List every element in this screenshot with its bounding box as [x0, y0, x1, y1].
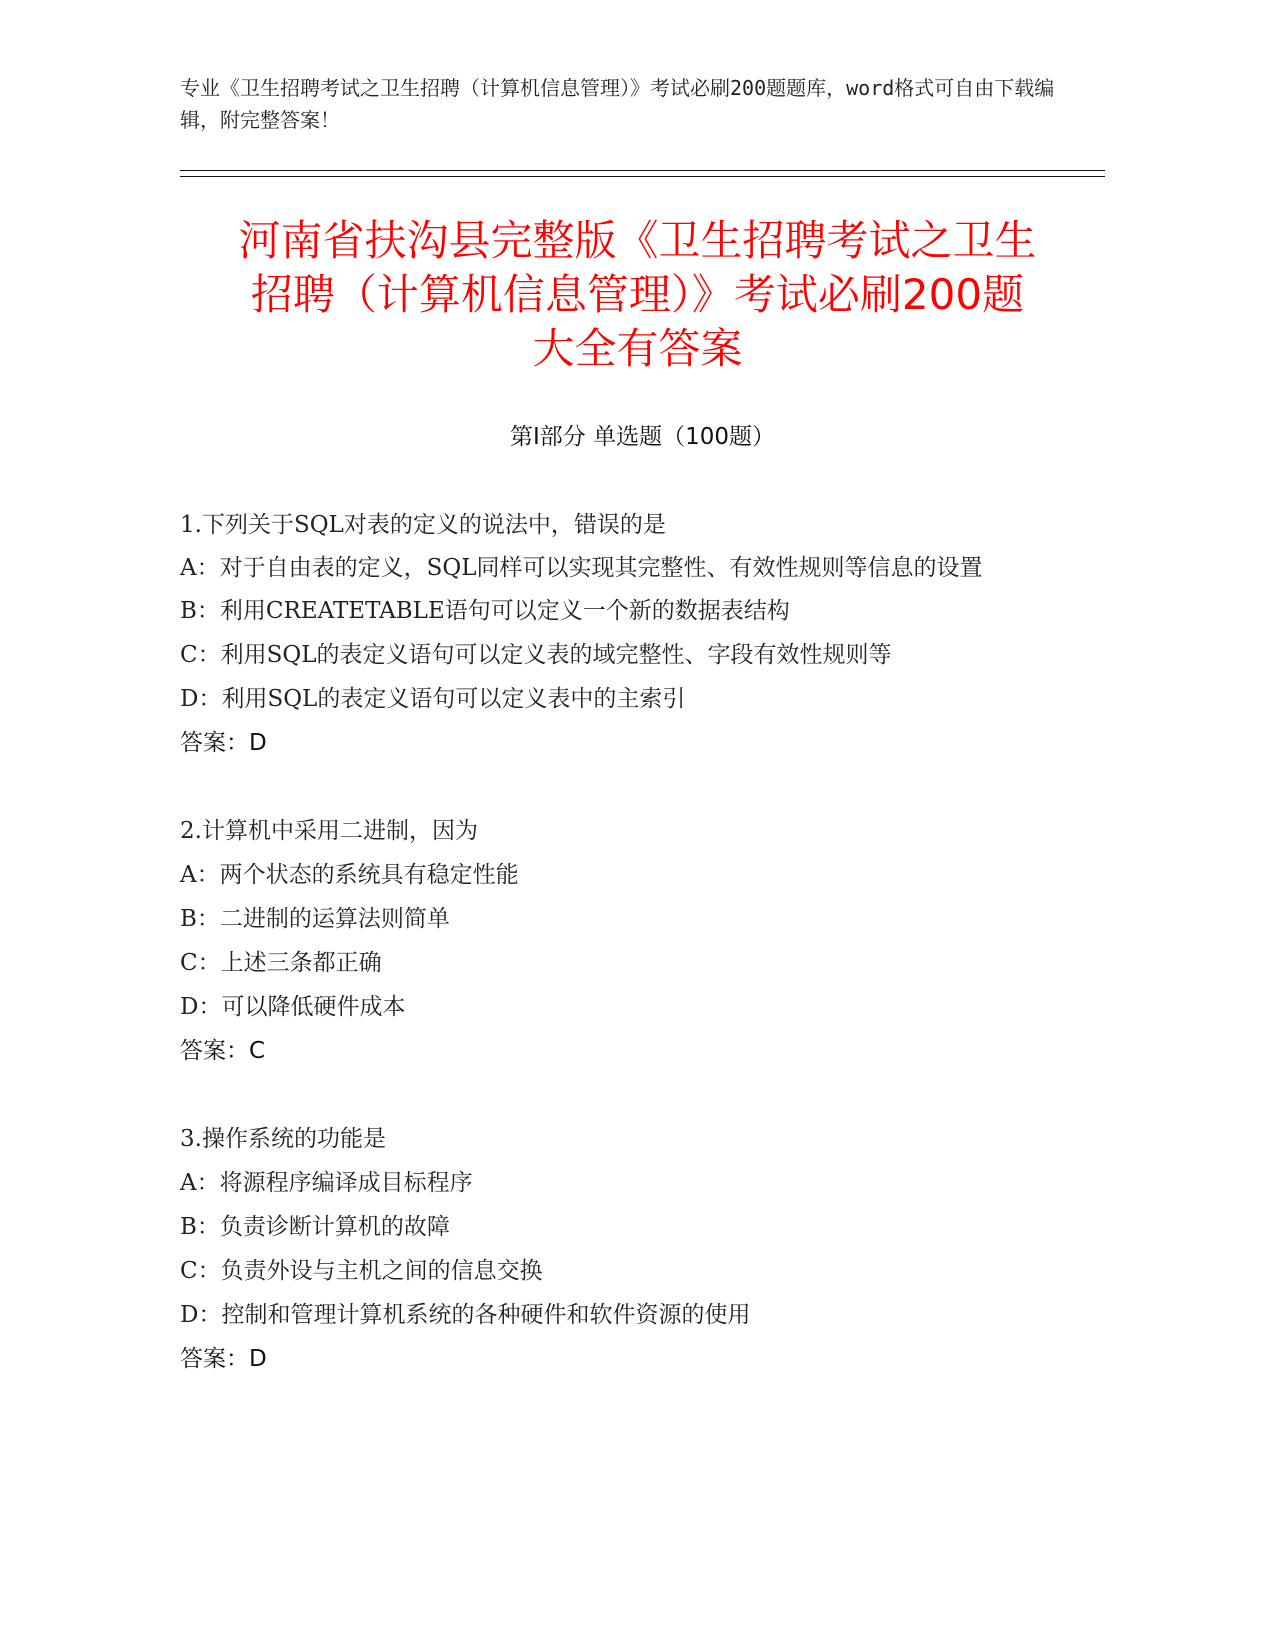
title-line: 大全有答案 [532, 324, 743, 373]
section-heading: 第Ⅰ部分 单选题（100题） [510, 424, 775, 450]
option-a: A：对于自由表的定义，SQL同样可以实现其完整性、有效性规则等信息的设置 [180, 555, 983, 581]
option-b: B：利用CREATETABLE语句可以定义一个新的数据表结构 [180, 598, 790, 624]
option-a: A：两个状态的系统具有稳定性能 [180, 862, 519, 888]
question-item [180, 1117, 1030, 1381]
question-text: 2.计算机中采用二进制，因为 [180, 818, 478, 844]
question-item [180, 809, 1030, 1073]
header-rule-thin [180, 176, 1105, 177]
header-rule-thick [180, 170, 1105, 171]
question-item [180, 503, 1030, 765]
option-b: B：二进制的运算法则简单 [180, 906, 450, 932]
option-a: A：将源程序编译成目标程序 [180, 1170, 473, 1196]
option-d: D：控制和管理计算机系统的各种硬件和软件资源的使用 [180, 1302, 751, 1328]
header-note: 专业《卫生招聘考试之卫生招聘（计算机信息管理）》考试必刷200题题库，word格式可自由下载编辑，附完整答案！ [180, 76, 1055, 132]
title-line: 招聘（计算机信息管理）》考试必刷200题 [250, 270, 1025, 319]
question-text: 3.操作系统的功能是 [180, 1126, 386, 1152]
option-d: D：利用SQL的表定义语句可以定义表中的主索引 [180, 686, 686, 712]
option-b: B：负责诊断计算机的故障 [180, 1214, 450, 1240]
title-line: 河南省扶沟县完整版《卫生招聘考试之卫生 [238, 216, 1037, 265]
option-d: D：可以降低硬件成本 [180, 994, 406, 1020]
document-title [140, 214, 1135, 376]
answer-text: 答案：D [180, 1346, 267, 1372]
option-c: C：利用SQL的表定义语句可以定义表的域完整性、字段有效性规则等 [180, 642, 892, 668]
answer-text: 答案：D [180, 730, 267, 756]
question-list [180, 503, 1030, 1425]
option-c: C：负责外设与主机之间的信息交换 [180, 1258, 543, 1284]
question-text: 1.下列关于SQL对表的定义的说法中，错误的是 [180, 512, 666, 538]
option-c: C：上述三条都正确 [180, 950, 382, 976]
answer-text: 答案：C [180, 1038, 266, 1064]
